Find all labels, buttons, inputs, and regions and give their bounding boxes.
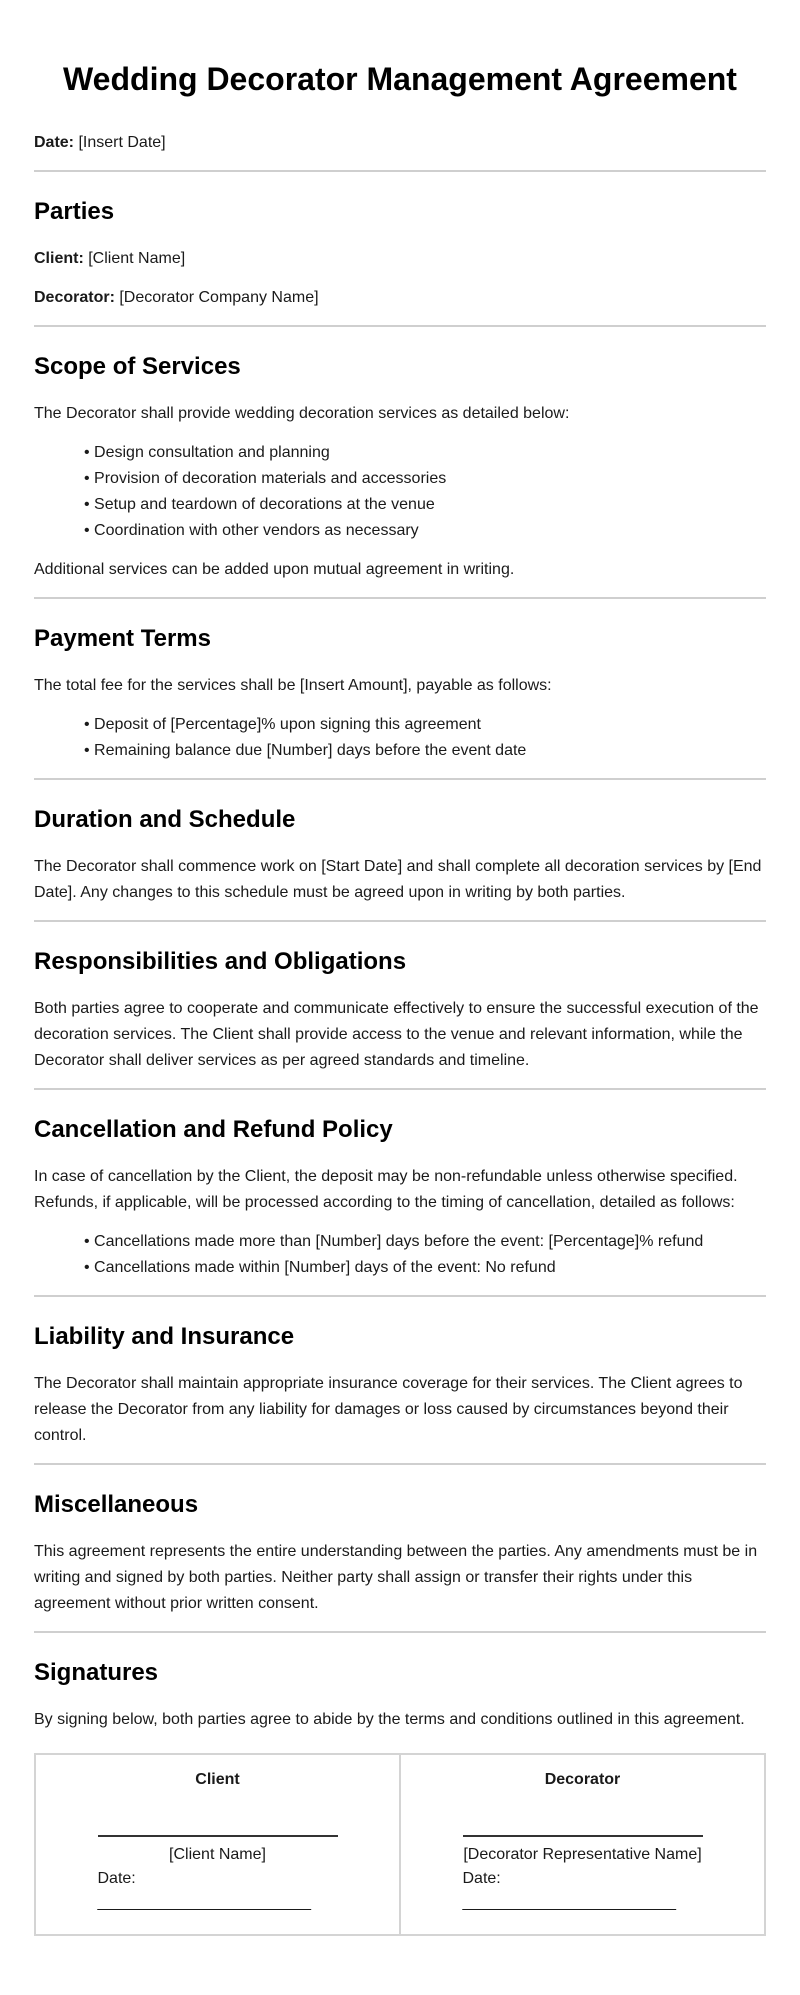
decorator-signature-heading: Decorator	[544, 1771, 621, 1788]
payment-section	[34, 625, 766, 764]
section-divider	[34, 1631, 766, 1633]
section-divider	[34, 597, 766, 599]
decorator-signature-name: [Decorator Representative Name]	[463, 1846, 702, 1863]
document-title: Wedding Decorator Management Agreement	[63, 61, 737, 97]
responsibilities-heading: Responsibilities and Obligations	[34, 948, 407, 975]
responsibilities-text: Both parties agree to cooperate and communicate effectively to ensure the successful execution of the decoration services. The Client shall provide access to the venue and relevant information, while the Decorator shall deliver services as per agreed standards and timeline.	[34, 1000, 759, 1069]
scope-intro: The Decorator shall provide wedding decoration services as detailed below:	[34, 405, 570, 422]
client-signature-heading: Client	[195, 1771, 240, 1788]
section-divider	[34, 1295, 766, 1297]
list-item: • Coordination with other vendors as necessary	[84, 518, 766, 544]
client-label: Client:	[34, 250, 84, 267]
decorator-value: [Decorator Company Name]	[119, 289, 319, 306]
decorator-signature-block	[463, 1835, 703, 1915]
decorator-signature-date: Date: ________________________	[462, 1870, 677, 1911]
section-divider	[34, 1088, 766, 1090]
misc-heading: Miscellaneous	[34, 1491, 199, 1518]
section-divider	[34, 920, 766, 922]
scope-section	[34, 353, 766, 583]
cancellation-heading: Cancellation and Refund Policy	[34, 1116, 393, 1143]
decorator-signature-cell	[399, 1755, 764, 1934]
cancellation-section	[34, 1116, 766, 1281]
signatures-section	[34, 1659, 766, 1936]
parties-section	[34, 198, 766, 311]
client-value: [Client Name]	[88, 250, 186, 267]
liability-heading: Liability and Insurance	[34, 1323, 295, 1350]
scope-outro: Additional services can be added upon mutual agreement in writing.	[34, 561, 515, 578]
payment-list	[34, 712, 766, 764]
client-signature-name: [Client Name]	[169, 1846, 266, 1863]
client-signature-cell	[36, 1755, 399, 1934]
section-divider	[34, 1463, 766, 1465]
liability-text: The Decorator shall maintain appropriate insurance coverage for their services. The Client agrees to release the Decorator from any liability for damages or loss caused by circumstances beyond their control.	[34, 1375, 743, 1444]
signature-table	[34, 1753, 766, 1936]
list-item: • Cancellations made within [Number] days of the event: No refund	[84, 1255, 766, 1281]
misc-text: This agreement represents the entire understanding between the parties. Any amendments must be in writing and signed by both parties. Neither party shall assign or transfer their rights under this agreement without prior written consent.	[34, 1543, 758, 1612]
scope-list	[34, 440, 766, 544]
section-divider	[34, 778, 766, 780]
decorator-signature-line[interactable]	[463, 1835, 703, 1837]
parties-heading: Parties	[34, 198, 115, 225]
date-field	[34, 130, 766, 156]
list-item: • Provision of decoration materials and accessories	[84, 466, 766, 492]
duration-text: The Decorator shall commence work on [Start Date] and shall complete all decoration services by [End Date]. Any changes to this schedule must be agreed upon in writing by both parties.	[34, 858, 762, 901]
list-item: • Remaining balance due [Number] days before the event date	[84, 738, 766, 764]
cancellation-list	[34, 1229, 766, 1281]
payment-heading: Payment Terms	[34, 625, 211, 652]
decorator-label: Decorator:	[34, 289, 115, 306]
duration-heading: Duration and Schedule	[34, 806, 296, 833]
section-divider	[34, 170, 766, 172]
payment-intro: The total fee for the services shall be [Insert Amount], payable as follows:	[34, 677, 552, 694]
date-value: [Insert Date]	[78, 134, 166, 151]
list-item: • Deposit of [Percentage]% upon signing this agreement	[84, 712, 766, 738]
client-signature-line[interactable]	[98, 1835, 338, 1837]
duration-section	[34, 806, 766, 906]
client-field	[34, 246, 766, 272]
client-signature-date: Date: ________________________	[97, 1870, 312, 1911]
responsibilities-section	[34, 948, 766, 1074]
decorator-field	[34, 285, 766, 311]
signatures-intro: By signing below, both parties agree to abide by the terms and conditions outlined in this agreement.	[34, 1711, 745, 1728]
signatures-heading: Signatures	[34, 1659, 159, 1686]
list-item: • Setup and teardown of decorations at the venue	[84, 492, 766, 518]
cancellation-intro: In case of cancellation by the Client, the deposit may be non-refundable unless otherwise specified. Refunds, if applicable, will be processed according to the timing of cancellation, detailed as follows:	[34, 1168, 738, 1211]
list-item: • Design consultation and planning	[84, 440, 766, 466]
section-divider	[34, 325, 766, 327]
client-signature-block	[98, 1835, 338, 1915]
liability-section	[34, 1323, 766, 1449]
misc-section	[34, 1491, 766, 1617]
scope-heading: Scope of Services	[34, 353, 241, 380]
list-item: • Cancellations made more than [Number] days before the event: [Percentage]% refund	[84, 1229, 766, 1255]
date-label: Date:	[34, 134, 75, 151]
